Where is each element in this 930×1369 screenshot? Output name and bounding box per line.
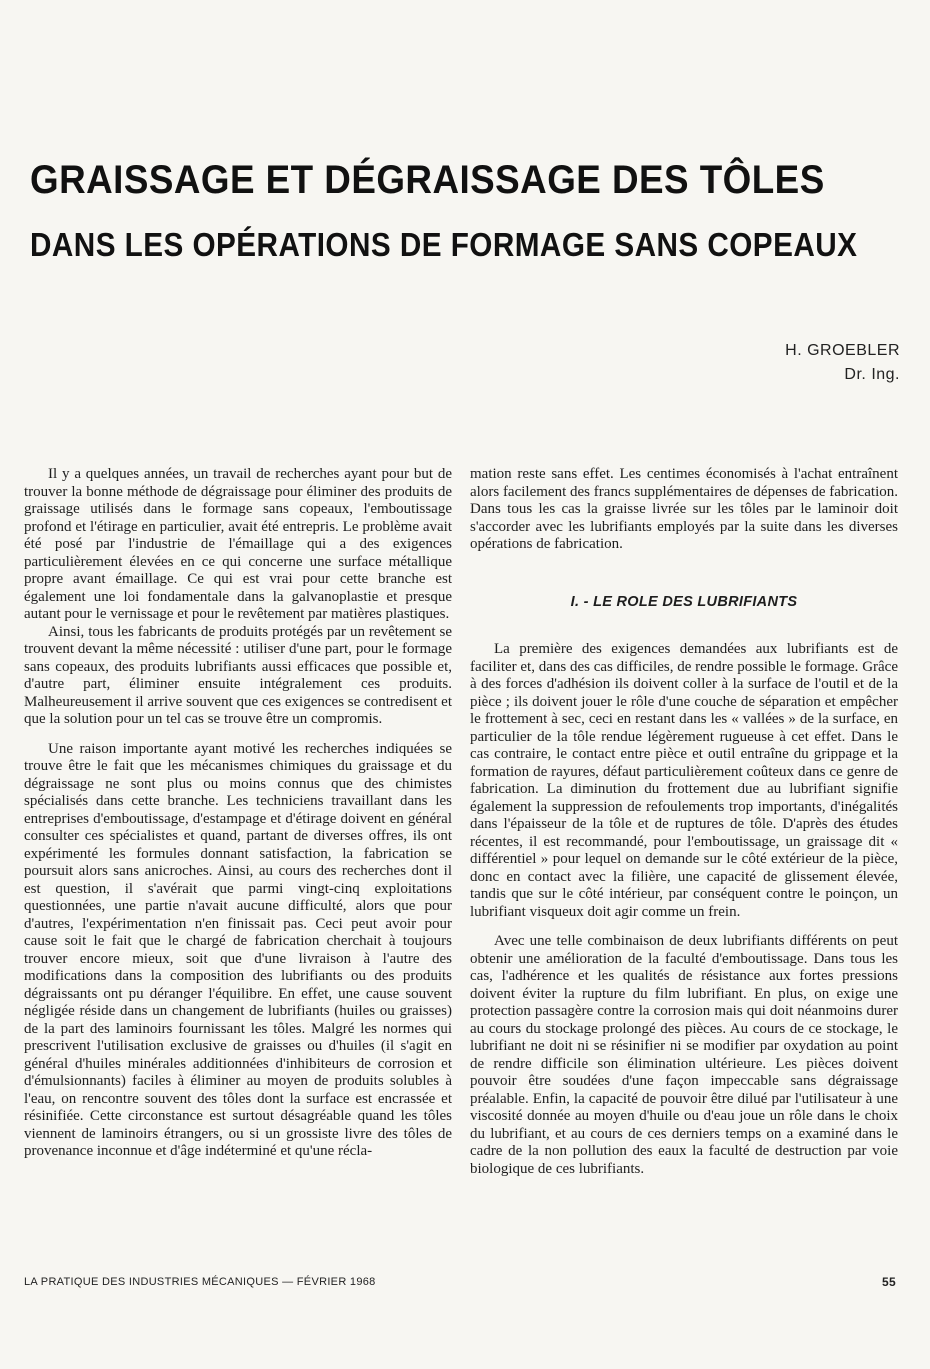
paragraph: Il y a quelques années, un travail de recherches ayant pour but de trouver la bonne méthode de dégraissage pour éliminer des produits de graissage utilisés dans le formage sans copeaux, l'emboutissage profond et l'étirage en particulier, avait été entrepris. Le problème avait été posé par l'industrie de l'émaillage qui a des exigences particulièrement élevées en ce qui concerne une surface métallique propre avant émaillage. Ce qui est vrai pour cette branche est également une loi fondamentale dans la galvanoplastie et presque autant pour le vernissage et pour le revêtement par matières plastiques. bbox=[24, 466, 452, 622]
paragraph: Une raison importante ayant motivé les recherches indiquées se trouve être le fait que les mécanismes chimiques du graissage et du dégraissage ne sont plus ou moins connus que des chimistes spécialisés dans cette branche. Les techniciens travaillant dans les entreprises d'emboutissage, d'estampage et d'étirage doivent en général consulter ces spécialistes et quand, partant de diverses offres, ils ont expérimenté les formules donnant satisfaction, la fabrication se poursuit alors sans anicroches. Ainsi, au cours des recherches dont il est question, il s'avérait que parmi vingt-cinq exploitations questionnées, une partie n'avait aucune difficulté, alors que pour d'autres, l'expérimentation n'en finissait pas. Ceci peut avoir pour cause soit le fait que le chargé de fabrication cherchait à toujours trouver encore mieux, soit que d'une livraison à l'autre des modifications dans la composition des lubrifiants ou des produits dégraissants ont pu déranger l'équilibre. En effet, une cause souvent négligée réside dans un changement de lubrifiants (huiles ou graisses) de la part des laminoirs fournissant les tôles. Malgré les normes qui prescrivent l'utilisation exclusive de graisses ou d'huiles (il s'agit en général d'huiles minérales additionnées d'inhibiteurs de corrosion et d'émulsionnants) faciles à éliminer au moyen de produits solubles à l'eau, on rencontre souvent des tôles dont la surface est encrassée et résinifiée. Cette circonstance est surtout désagréable quand les tôles viennent de laminoirs étrangers, ou si un grossiste livre des tôles de provenance inconnue et d'âge indéterminé et qu'une récla- bbox=[24, 740, 452, 1159]
paragraph: Ainsi, tous les fabricants de produits protégés par un revêtement se trouvent devant la même nécessité : utiliser d'une part, pour le formage sans copeaux, des produits lubrifiants aussi efficaces que possible et, d'autre part, éliminer ensuite intégralement ces produits. Malheureusement il arrive souvent que ces exigences se contredisent et que la solution pour un tel cas se trouve être un compromis. bbox=[24, 623, 452, 727]
left-column bbox=[24, 466, 452, 1161]
author-block bbox=[785, 339, 900, 387]
section-heading: I. - LE ROLE DES LUBRIFIANTS bbox=[570, 593, 798, 610]
page-number: 55 bbox=[882, 1275, 896, 1289]
page-footer bbox=[24, 1276, 896, 1288]
right-column bbox=[470, 466, 898, 1178]
article-subtitle: DANS LES OPÉRATIONS DE FORMAGE SANS COPEAUX bbox=[30, 226, 858, 263]
paragraph-continuation: mation reste sans effet. Les centimes économisés à l'achat entraînent alors facilement des francs supplémentaires de dépenses de fabrication. Dans tous les cas la graisse livrée sur les tôles par le laminoir doit s'accorder avec les lubrifiants employés par la suite dans les diverses opérations de fabrication. bbox=[470, 466, 898, 552]
author-name: H. GROEBLER bbox=[785, 342, 900, 359]
article-title: GRAISSAGE ET DÉGRAISSAGE DES TÔLES bbox=[30, 158, 825, 202]
journal-name: LA PRATIQUE DES INDUSTRIES MÉCANIQUES — FÉVRIER 1968 bbox=[24, 1276, 376, 1288]
paragraph: Avec une telle combinaison de deux lubrifiants différents on peut obtenir une amélioration de la faculté d'emboutissage. Dans tous les cas, l'adhérence et les qualités de résistance aux fortes pressions doivent éviter la rupture du film lubrifiant. En plus, on exige une protection passagère contre la corrosion mais qui doit néanmoins durer au cours du stockage prolongé des pièces. Au cours de ce stockage, le lubrifiant ne doit ni se résinifier ni se modifier par oxydation au point de rendre difficile son élimination ultérieure. Les pièces doivent pouvoir être soudées d'une façon impeccable sans dégraissage préalable. Enfin, la capacité de pouvoir être dilué par l'utilisateur à une viscosité donnée au moyen d'huile ou d'eau joue un rôle dans le choix du lubrifiant, et au cours de ces derniers temps on a examiné dans le cadre de la non pollution des eaux la faculté de destruction par voie biologique de ces lubrifiants. bbox=[470, 933, 898, 1177]
author-credential: Dr. Ing. bbox=[844, 366, 900, 383]
paragraph: La première des exigences demandées aux lubrifiants est de faciliter et, dans des cas difficiles, de rendre possible le formage. Grâce à des forces d'adhésion ils doivent coller à la surface de l'outil et de la pièce ; ils doivent jouer le rôle d'une couche de séparation et empêcher le frottement à sec, ceci en restant dans les « vallées » de la surface, en particulier de la tôle rendue légèrement rugueuse à cet effet. Dans le cas contraire, le contact entre pièce et outil entraîne du grippage et la formation de rayures, défaut particulièrement coûteux dans ce genre de fabrication. La diminution du frottement due au lubrifiant signifie également la suppression de refoulements trop importants, d'inégalités dans l'épaisseur de la tôle et de ruptures de tôle. D'après des études récentes, il est recommandé, pour l'emboutissage, un graissage dit « différentiel » pour lequel on demande sur le côté extérieur de la pièce, donc en contact avec la filière, une capacité de glissement élevée, tandis que sur le côté intérieur, par conséquent contre le poinçon, un lubrifiant visqueux doit agir comme un frein. bbox=[470, 641, 898, 920]
